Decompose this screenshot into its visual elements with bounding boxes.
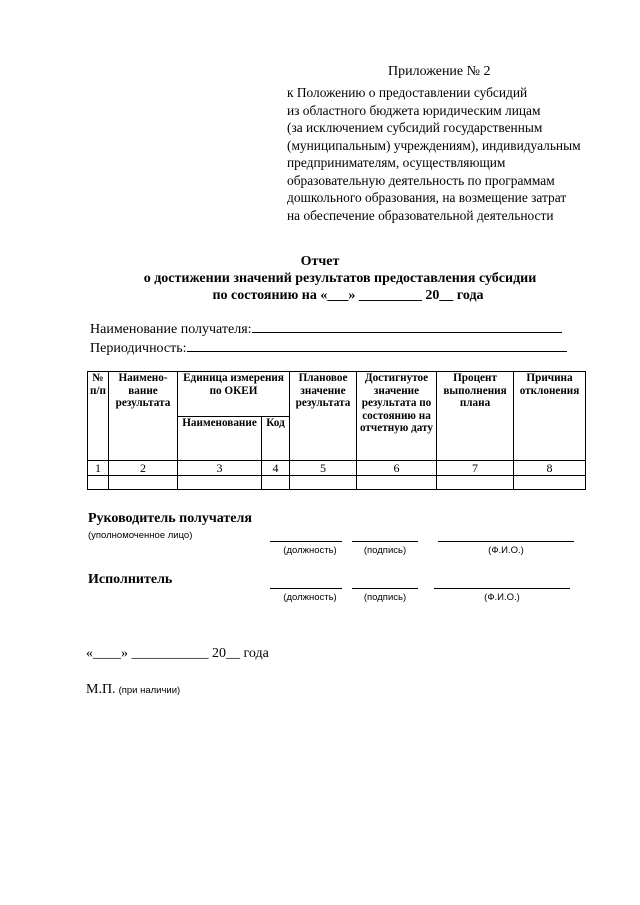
head-sublabel: (уполномоченное лицо) [88, 530, 193, 541]
stamp-block [86, 682, 180, 698]
head-fio-line[interactable] [438, 540, 574, 542]
head-label: Руководитель получателя [88, 511, 252, 526]
stamp-label: М.П. [86, 682, 116, 697]
appendix-line: (за исключением субсидий государственным [287, 120, 543, 135]
column-number: 2 [109, 461, 178, 476]
executor-signature-caption: (подпись) [363, 592, 407, 603]
table-cell[interactable] [262, 476, 290, 490]
executor-fio-line[interactable] [434, 587, 570, 589]
executor-signature-line[interactable] [352, 587, 418, 589]
table-row [88, 476, 586, 490]
results-table [87, 371, 586, 490]
header-reason: Причина отклонения [514, 372, 586, 461]
column-number: 5 [290, 461, 357, 476]
periodicity-label: Периодичность: [90, 341, 187, 356]
table-cell[interactable] [88, 476, 109, 490]
recipient-input-line[interactable] [252, 320, 562, 333]
table-cell[interactable] [109, 476, 178, 490]
table-cell[interactable] [178, 476, 262, 490]
appendix-line: к Положению о предоставлении субсидий [287, 85, 528, 100]
appendix-subtitle [287, 84, 581, 224]
header-percent: Процент выполнения плана [437, 372, 514, 461]
executor-position-line[interactable] [270, 587, 342, 589]
column-number: 4 [262, 461, 290, 476]
appendix-line: (муниципальным) учреждениям), индивидуальным [287, 137, 581, 153]
column-number-row [88, 461, 586, 476]
report-date-line: по состоянию на «___» _________ 20__ года [212, 288, 484, 303]
head-position-line[interactable] [270, 540, 342, 542]
report-subtitle: о достижении значений результатов предоставления субсидии [143, 271, 537, 286]
head-signature-line[interactable] [352, 540, 418, 542]
executor-label: Исполнитель [88, 572, 173, 587]
appendix-line: на обеспечение образовательной деятельности [287, 207, 554, 223]
column-number: 3 [178, 461, 262, 476]
table-cell[interactable] [437, 476, 514, 490]
column-number: 6 [357, 461, 437, 476]
column-number: 8 [514, 461, 586, 476]
executor-fio-caption: (Ф.И.О.) [484, 592, 520, 603]
column-number: 7 [437, 461, 514, 476]
appendix-line: образовательную деятельность по программам [287, 172, 555, 188]
appendix-title: Приложение № 2 [388, 64, 491, 79]
table-cell[interactable] [357, 476, 437, 490]
report-title: Отчет [300, 254, 340, 269]
head-signature-caption: (подпись) [363, 545, 407, 556]
appendix-line: из областного бюджета юридическим лицам [287, 102, 541, 118]
executor-position-caption: (должность) [283, 592, 337, 603]
recipient-label: Наименование получателя: [90, 322, 252, 337]
stamp-note: (при наличии) [118, 685, 181, 696]
header-unit: Единица измерения по ОКЕИ [178, 372, 290, 417]
appendix-line: дошкольного образования, на возмещение затрат [287, 190, 567, 205]
table-cell[interactable] [514, 476, 586, 490]
header-achieved: Достигнутое значение результата по состоянию на отчетную дату [357, 372, 437, 461]
column-number: 1 [88, 461, 109, 476]
header-planned: Плановое значение результата [290, 372, 357, 461]
recipient-field [90, 320, 562, 338]
periodicity-field [90, 339, 567, 357]
header-num: № п/п [88, 372, 109, 461]
header-unit-name: Наименование [178, 417, 262, 461]
footer-date-line: «____» ___________ 20__ года [86, 646, 269, 661]
table-cell[interactable] [290, 476, 357, 490]
head-position-caption: (должность) [283, 545, 337, 556]
header-unit-code: Код [262, 417, 290, 461]
head-fio-caption: (Ф.И.О.) [488, 545, 524, 556]
periodicity-input-line[interactable] [187, 339, 567, 352]
appendix-line: предпринимателям, осуществляющим [287, 155, 506, 170]
header-result-name: Наимено-вание результата [109, 372, 178, 461]
table-header-row [88, 372, 586, 417]
